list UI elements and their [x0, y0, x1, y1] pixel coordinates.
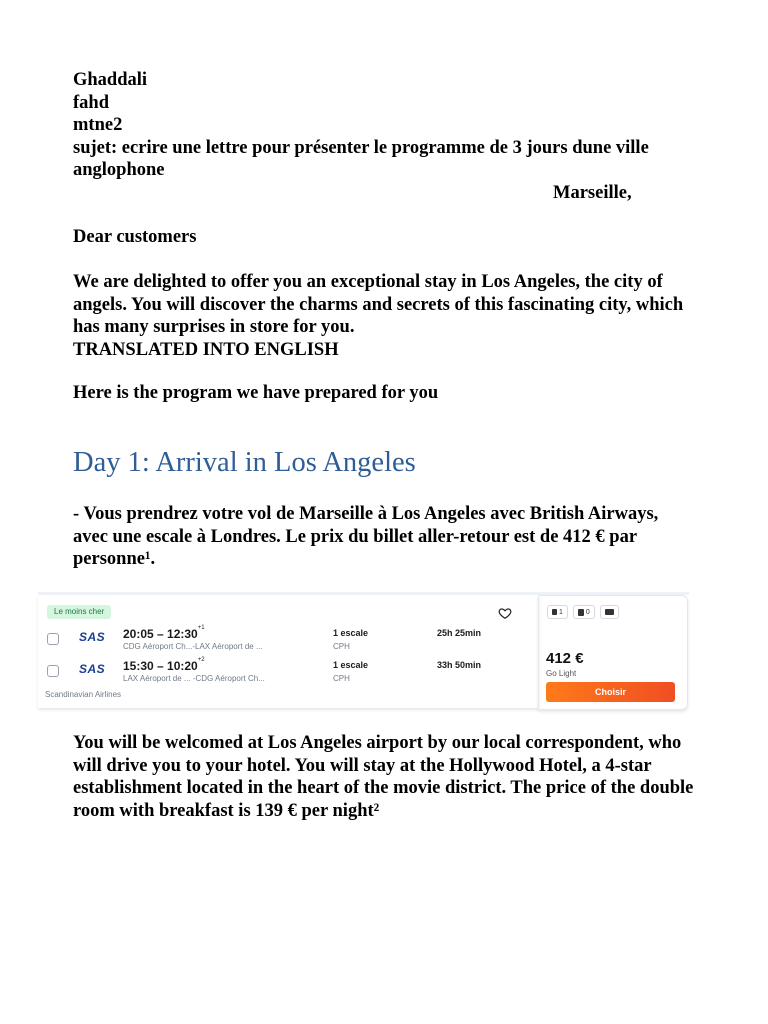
- return-checkbox[interactable]: [47, 665, 59, 677]
- subject-line: sujet: ecrire une lettre pour présenter le programme de 3 jours dune ville anglophone: [73, 137, 649, 180]
- cabin-bag-chip[interactable]: [573, 605, 595, 619]
- ticket-price: 412 €: [546, 650, 584, 667]
- cabin-bag-icon: [578, 609, 584, 616]
- outbound-times: [123, 627, 205, 641]
- author-last-name: Ghaddali: [73, 70, 148, 90]
- outbound-duration: 25h 25min: [437, 628, 482, 638]
- welcome-paragraph: You will be welcomed at Los Angeles airport by our local correspondent, who will drive you to your hotel. You will stay at the Hollywood Hotel, a 4-star establishment located in the heart of the movie district. The price of the double room with breakfast is 139 € per night²: [73, 733, 694, 821]
- letter-greeting: Dear customers: [73, 227, 197, 247]
- letter-city: Marseille,: [553, 183, 632, 203]
- return-times: [123, 659, 205, 673]
- outbound-flight-row[interactable]: [38, 625, 538, 655]
- return-day-offset: +2: [197, 657, 205, 663]
- outbound-time-range: 20:05 – 12:30: [123, 627, 198, 641]
- flight-result-card[interactable]: [38, 592, 689, 708]
- return-duration: 33h 50min: [437, 660, 482, 670]
- return-flight-row[interactable]: [38, 657, 538, 687]
- return-time-range: 15:30 – 10:20: [123, 659, 198, 673]
- payment-card-icon: [605, 609, 614, 615]
- author-first-name: fahd: [73, 92, 109, 113]
- fare-name: Go Light: [546, 669, 577, 678]
- sas-logo-icon: SAS: [79, 662, 106, 676]
- return-stops: 1 escale: [333, 660, 369, 670]
- flight-paragraph: - Vous prendrez votre vol de Marseille à Los Angeles avec British Airways, avec une escale à Londres. Le prix du billet aller-retour est de 412 € par personne¹.: [73, 504, 659, 569]
- outbound-checkbox[interactable]: [47, 633, 59, 645]
- personal-item-icon: [552, 609, 557, 615]
- baggage-info: [547, 605, 619, 619]
- carrier-name: Scandinavian Airlines: [45, 690, 122, 699]
- author-class: mtne2: [73, 115, 123, 135]
- cheapest-badge: Le moins cher: [47, 605, 111, 619]
- choose-button[interactable]: Choisir: [546, 682, 675, 702]
- return-stop-city: CPH: [333, 674, 350, 683]
- outbound-stops: 1 escale: [333, 628, 369, 638]
- return-airports: LAX Aéroport de ... -CDG Aéroport Ch...: [123, 674, 265, 683]
- letter-header: [73, 69, 713, 182]
- day1-heading: Day 1: Arrival in Los Angeles: [73, 447, 416, 478]
- program-intro: Here is the program we have prepared for you: [73, 383, 439, 403]
- outbound-day-offset: +1: [197, 625, 205, 631]
- outbound-airports: CDG Aéroport Ch...-LAX Aéroport de ...: [123, 642, 263, 651]
- intro-paragraph: [73, 271, 698, 361]
- sas-logo-icon: SAS: [79, 630, 106, 644]
- price-panel: [538, 595, 688, 710]
- intro-text: We are delighted to offer you an exceptional stay in Los Angeles, the city of angels. You will discover the charms and secrets of this fascinating city, which has many surprises in store for you.: [73, 272, 684, 337]
- flight-details-panel: [38, 595, 539, 708]
- payment-chip[interactable]: [600, 605, 619, 619]
- heart-icon[interactable]: [498, 606, 512, 620]
- outbound-stop-city: CPH: [333, 642, 350, 651]
- cabin-bag-count: 0: [585, 608, 590, 616]
- personal-item-chip[interactable]: [547, 605, 568, 619]
- personal-item-count: 1: [559, 608, 563, 616]
- translation-note: TRANSLATED INTO ENGLISH: [73, 339, 339, 360]
